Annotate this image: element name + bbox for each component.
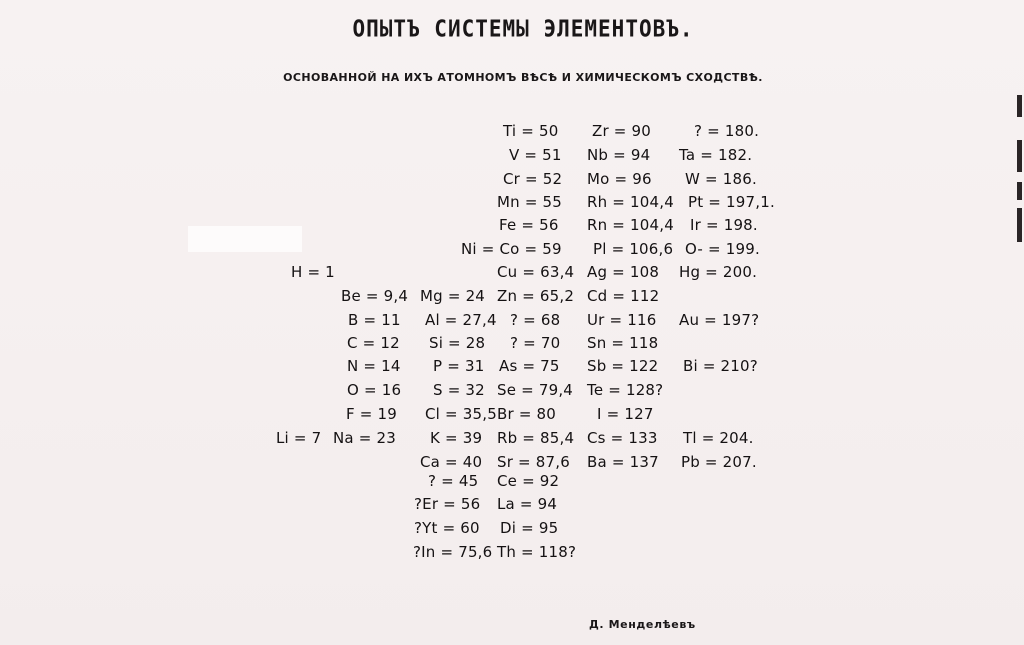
page-edge-mark (1017, 140, 1022, 172)
element-entry-s: S = 32 (433, 381, 485, 399)
page-edge-mark (1017, 182, 1022, 200)
element-entry-sr: Sr = 87,6 (497, 453, 570, 471)
element-entry-sb: Sb = 122 (587, 357, 659, 375)
scan-artifact (188, 226, 302, 252)
element-entry-ur: Ur = 116 (587, 311, 657, 329)
element-entry-mg: Mg = 24 (420, 287, 486, 305)
element-entry-o: O = 16 (347, 381, 402, 399)
element-entry-zn: Zn = 65,2 (497, 287, 575, 305)
element-entry-as: As = 75 (499, 357, 560, 375)
element-entry-p: P = 31 (433, 357, 485, 375)
element-entry-rn: Rn = 104,4 (587, 216, 674, 234)
element-entry-nb: Nb = 94 (587, 146, 651, 164)
element-entry-c: C = 12 (347, 334, 400, 352)
element-entry-pt: Pt = 197,1. (688, 193, 775, 211)
element-entry-ca: Ca = 40 (420, 453, 483, 471)
element-entry-th: Th = 118? (497, 543, 577, 561)
author-signature: Д. Менделѣевъ (589, 618, 696, 631)
element-entry-di: Di = 95 (500, 519, 559, 537)
element-entry-w: W = 186. (685, 170, 757, 188)
element-entry-zr: Zr = 90 (592, 122, 652, 140)
element-entry-h: H = 1 (291, 263, 335, 281)
element-entry-i: I = 127 (597, 405, 654, 423)
element-entry-al: Al = 27,4 (425, 311, 497, 329)
document-title: ОПЫТЪ СИСТЕМЫ ЭЛЕМЕНТОВЪ. (352, 16, 694, 42)
element-entry-be: Be = 9,4 (341, 287, 409, 305)
element-entry-na: Na = 23 (333, 429, 397, 447)
element-entry-cr: Cr = 52 (503, 170, 563, 188)
element-entry-bi: Bi = 210? (683, 357, 758, 375)
element-entry-v: V = 51 (509, 146, 562, 164)
element-entry-pl: Pl = 106,6 (593, 240, 674, 258)
element-entry-in: ?In = 75,6 (413, 543, 493, 561)
element-entry-rh: Rh = 104,4 (587, 193, 674, 211)
element-entry-q70: ? = 70 (510, 334, 561, 352)
element-entry-li: Li = 7 (276, 429, 322, 447)
element-entry-fe: Fe = 56 (499, 216, 559, 234)
element-entry-yt: ?Yt = 60 (414, 519, 480, 537)
element-entry-se: Se = 79,4 (497, 381, 574, 399)
element-entry-mo: Mo = 96 (587, 170, 652, 188)
element-entry-er: ?Er = 56 (414, 495, 481, 513)
element-entry-br: Br = 80 (497, 405, 557, 423)
element-entry-ba: Ba = 137 (587, 453, 659, 471)
element-entry-cd: Cd = 112 (587, 287, 660, 305)
element-entry-k: K = 39 (430, 429, 483, 447)
element-entry-si: Si = 28 (429, 334, 486, 352)
element-entry-os: O- = 199. (685, 240, 760, 258)
element-entry-pb: Pb = 207. (681, 453, 757, 471)
element-entry-q180: ? = 180. (694, 122, 760, 140)
element-entry-au: Au = 197? (679, 311, 760, 329)
element-entry-cs: Cs = 133 (587, 429, 658, 447)
element-entry-tl: Tl = 204. (683, 429, 754, 447)
element-entry-te: Te = 128? (587, 381, 664, 399)
element-entry-f: F = 19 (346, 405, 398, 423)
element-entry-ce: Ce = 92 (497, 472, 560, 490)
element-entry-ti: Ti = 50 (503, 122, 559, 140)
element-entry-ag: Ag = 108 (587, 263, 660, 281)
element-entry-q68: ? = 68 (510, 311, 561, 329)
element-entry-cl: Cl = 35,5 (425, 405, 497, 423)
element-entry-b: B = 11 (348, 311, 401, 329)
element-entry-sn: Sn = 118 (587, 334, 659, 352)
element-entry-rb: Rb = 85,4 (497, 429, 575, 447)
element-entry-mn: Mn = 55 (497, 193, 563, 211)
element-entry-hg: Hg = 200. (679, 263, 758, 281)
element-entry-q45: ? = 45 (428, 472, 479, 490)
element-entry-cu: Cu = 63,4 (497, 263, 575, 281)
document-subtitle: ОСНОВАННОЙ НА ИХЪ АТОМНОМЪ ВѢСѢ И ХИМИЧЕСКОМЪ СХОДСТВѢ. (283, 71, 763, 84)
element-entry-ta: Ta = 182. (679, 146, 753, 164)
element-entry-la: La = 94 (497, 495, 558, 513)
element-entry-ir: Ir = 198. (690, 216, 758, 234)
element-entry-nico: Ni = Co = 59 (461, 240, 562, 258)
page-edge-mark (1017, 208, 1022, 242)
element-entry-n: N = 14 (347, 357, 401, 375)
page-edge-mark (1017, 95, 1022, 117)
